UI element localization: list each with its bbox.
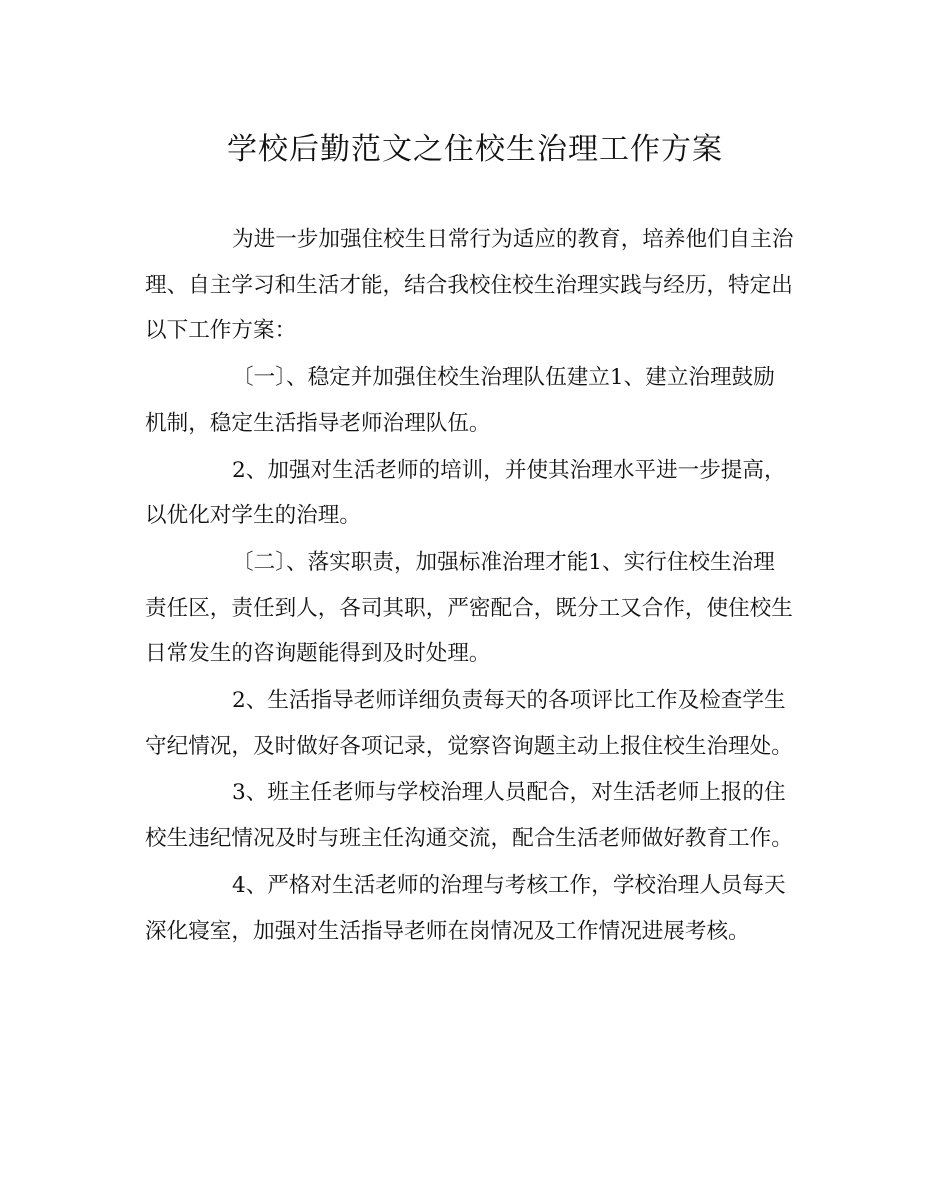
- paragraph-section-two: [145, 540, 805, 677]
- paragraph-line: 守纪情况，及时做好各项记录，觉察咨询题主动上报住校生治理处。: [145, 733, 793, 759]
- paragraph-line: 为进一步加强住校生日常行为适应的教育，培养他们自主治: [232, 227, 794, 252]
- paragraph-section-two-item-3: [145, 770, 805, 861]
- paragraph-line: 责任区，责任到人，各司其职，严密配合，既分工又合作，使住校生: [145, 595, 793, 621]
- paragraph-line: 日常发生的咨询题能得到及时处理。: [145, 641, 491, 667]
- paragraph-line: 〔一〕、稳定并加强住校生治理队伍建立1、建立治理鼓励: [232, 365, 775, 391]
- document-body: [145, 217, 805, 955]
- paragraph-line: 4、严格对生活老师的治理与考核工作，学校治理人员每天: [232, 872, 786, 898]
- paragraph-line: 理、自主学习和生活才能，结合我校住校生治理实践与经历，特定出: [145, 272, 793, 298]
- paragraph-line: 2、加强对生活老师的培训，并使其治理水平进一步提高，: [232, 457, 786, 483]
- paragraph-line: 深化寝室，加强对生活指导老师在岗情况及工作情况进展考核。: [145, 918, 750, 944]
- paragraph-line: 2、生活指导老师详细负责每天的各项评比工作及检查学生: [232, 688, 786, 714]
- paragraph-section-one: [145, 355, 805, 446]
- paragraph-section-two-item-2: [145, 678, 805, 769]
- paragraph-line: 机制，稳定生活指导老师治理队伍。: [145, 410, 491, 436]
- paragraph-line: 3、班主任老师与学校治理人员配合，对生活老师上报的住: [232, 780, 786, 806]
- paragraph-line: 以下工作方案：: [145, 318, 297, 344]
- document-title: 学校后勤范文之住校生治理工作方案: [227, 132, 723, 167]
- paragraph-line: 以优化对学生的治理。: [145, 503, 361, 529]
- paragraph-intro: [145, 217, 805, 354]
- paragraph-line: 校生违纪情况及时与班主任沟通交流，配合生活老师做好教育工作。: [145, 826, 793, 852]
- paragraph-section-one-item-2: [145, 448, 805, 539]
- paragraph-line: 〔二〕、落实职责，加强标准治理才能1、实行住校生治理: [232, 549, 775, 575]
- paragraph-section-two-item-4: [145, 863, 805, 954]
